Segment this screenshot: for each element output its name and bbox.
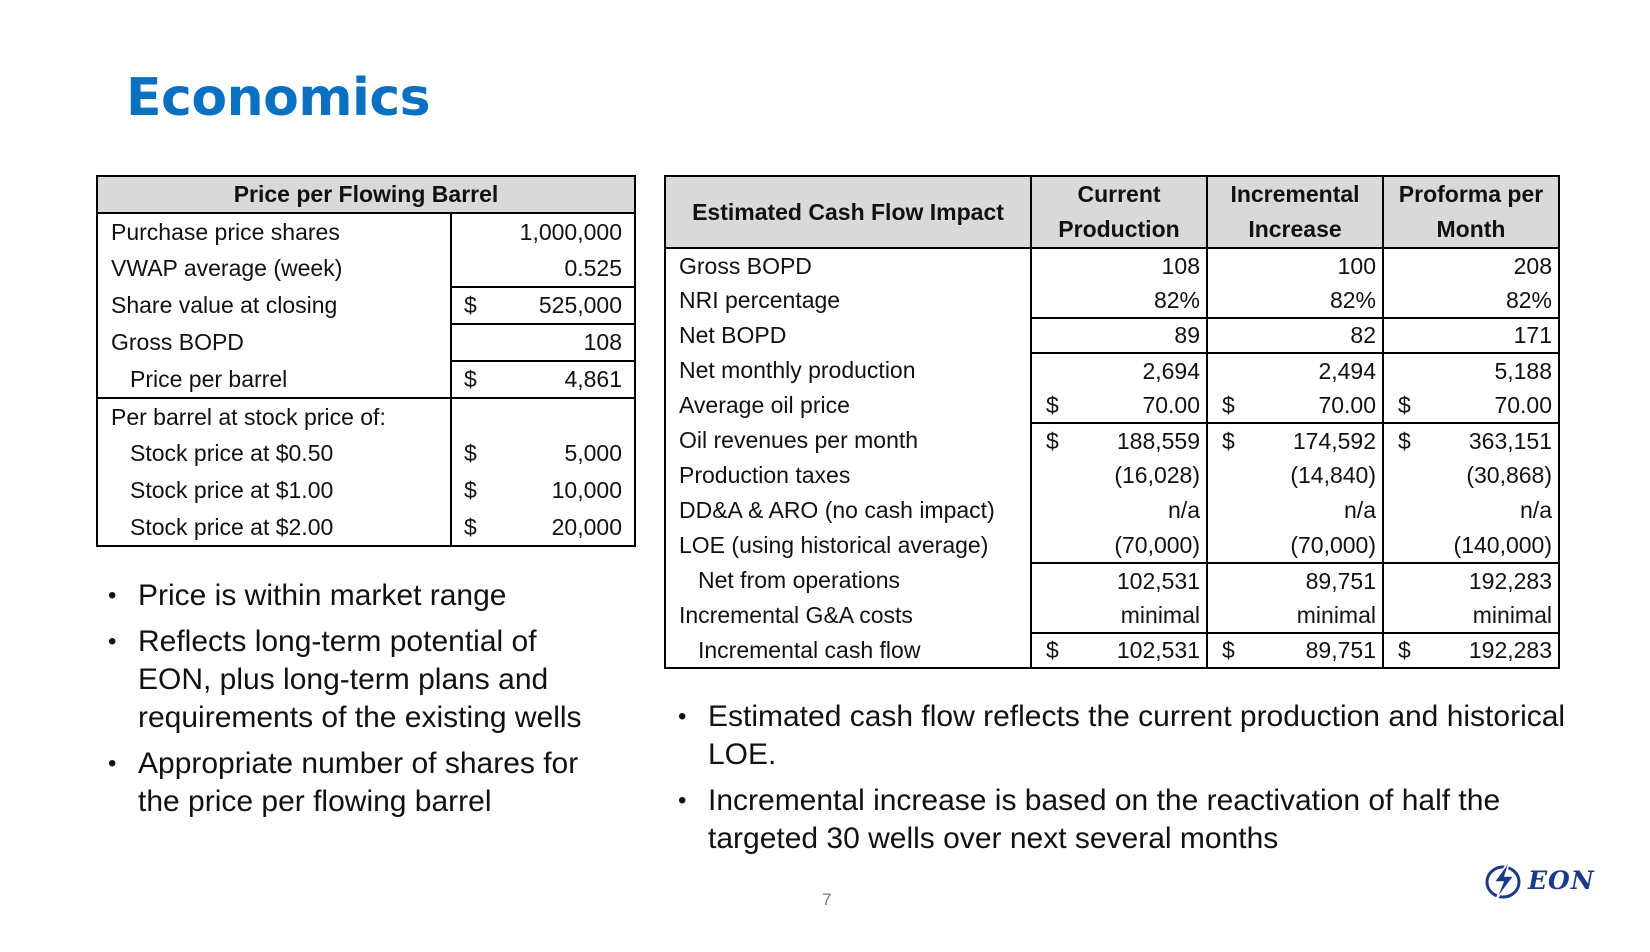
table-row bbox=[665, 458, 1559, 493]
logo-text: EON bbox=[1528, 865, 1595, 895]
table-row bbox=[665, 388, 1559, 423]
cell-value: 2,694 bbox=[1142, 357, 1200, 384]
bullet-list-left bbox=[104, 577, 594, 829]
cell-value: (16,028) bbox=[1114, 462, 1200, 488]
table-row bbox=[665, 528, 1559, 563]
table-row bbox=[97, 324, 635, 361]
cell-value: (140,000) bbox=[1453, 531, 1552, 558]
list-item: • Estimated cash flow reflects the current production and historical LOE. bbox=[678, 700, 1566, 771]
cell-value: 102,531 bbox=[1116, 567, 1200, 594]
table-row bbox=[665, 283, 1559, 318]
currency-sign: $ bbox=[464, 477, 477, 503]
row-label: Price per barrel bbox=[97, 361, 451, 398]
table-row bbox=[97, 472, 635, 509]
cash-flow-rows bbox=[665, 248, 1559, 668]
table-row bbox=[665, 563, 1559, 598]
currency-sign: $ bbox=[464, 440, 477, 466]
list-item: • Appropriate number of shares for the price per flowing barrel bbox=[108, 747, 579, 818]
row-value: 10,000 bbox=[551, 477, 622, 503]
row-label: Gross BOPD bbox=[665, 248, 1031, 283]
table-row bbox=[665, 353, 1559, 388]
cell-value: n/a bbox=[1168, 497, 1200, 523]
currency-sign bbox=[464, 331, 478, 354]
row-label: Average oil price bbox=[665, 388, 1031, 423]
bullet-icon: • bbox=[108, 750, 117, 777]
row-label: Purchase price shares bbox=[97, 213, 451, 250]
bullet-icon: • bbox=[678, 787, 687, 814]
table-header: Estimated Cash Flow Impact bbox=[665, 176, 1031, 248]
table-row bbox=[665, 423, 1559, 458]
row-label: Stock price at $2.00 bbox=[97, 509, 451, 546]
currency-sign: $ bbox=[1222, 637, 1235, 663]
list-item: • Price is within market range bbox=[104, 577, 594, 615]
row-value: 20,000 bbox=[551, 513, 622, 540]
row-label: Net monthly production bbox=[665, 353, 1031, 388]
currency-sign: $ bbox=[1398, 637, 1411, 663]
row-label: Gross BOPD bbox=[97, 324, 451, 361]
cell-value: minimal bbox=[1120, 601, 1200, 628]
currency-sign bbox=[464, 221, 478, 244]
column-header-incremental-increase: Incremental Increase bbox=[1207, 176, 1383, 248]
cell-value: 5,188 bbox=[1494, 357, 1552, 384]
currency-sign: $ bbox=[1046, 427, 1059, 454]
table-row bbox=[97, 509, 635, 546]
cell-value: 171 bbox=[1513, 322, 1552, 348]
cell-value: minimal bbox=[1296, 601, 1376, 628]
row-label: LOE (using historical average) bbox=[665, 528, 1031, 563]
cell-value: 70.00 bbox=[1494, 391, 1552, 418]
table-row bbox=[97, 213, 635, 250]
row-label: Incremental cash flow bbox=[665, 633, 1031, 668]
bullet-list-right bbox=[674, 698, 1574, 866]
table-row bbox=[665, 493, 1559, 528]
cell-value: 363,151 bbox=[1468, 427, 1552, 454]
table-row bbox=[97, 398, 635, 435]
row-label: VWAP average (week) bbox=[97, 250, 451, 287]
list-item: • Reflects long-term potential of EON, plus long-term plans and requirements of the existing wells bbox=[108, 625, 582, 734]
cell-value: 82 bbox=[1350, 322, 1376, 348]
currency-sign bbox=[464, 257, 478, 280]
cell-value: 208 bbox=[1513, 252, 1552, 279]
page-title: Economics bbox=[126, 68, 431, 128]
column-header-proforma-per-month: Proforma per Month bbox=[1383, 176, 1559, 248]
table-row bbox=[665, 598, 1559, 633]
row-label: Net from operations bbox=[665, 563, 1031, 598]
cell-value: (14,840) bbox=[1290, 462, 1376, 488]
cell-value: 89 bbox=[1174, 322, 1200, 348]
row-label: Stock price at $1.00 bbox=[97, 472, 451, 509]
lightning-bolt-icon bbox=[1484, 858, 1524, 902]
row-label: Stock price at $0.50 bbox=[97, 435, 451, 472]
cell-value: 70.00 bbox=[1142, 391, 1200, 418]
cell-value: n/a bbox=[1344, 497, 1376, 523]
eon-logo bbox=[1484, 858, 1595, 902]
cell-value: 174,592 bbox=[1292, 427, 1376, 454]
table-row bbox=[665, 633, 1559, 668]
cell-value: 108 bbox=[1161, 252, 1200, 279]
cell-value: 100 bbox=[1337, 252, 1376, 279]
row-label: Incremental G&A costs bbox=[665, 598, 1031, 633]
table-header: Price per Flowing Barrel bbox=[97, 176, 635, 213]
row-value: 0.525 bbox=[564, 254, 622, 281]
row-label: Net BOPD bbox=[665, 318, 1031, 353]
currency-sign: $ bbox=[1046, 637, 1059, 663]
cell-value: 192,283 bbox=[1468, 567, 1552, 594]
cell-value: 70.00 bbox=[1318, 391, 1376, 418]
estimated-cash-flow-table bbox=[664, 175, 1560, 669]
page-number: 7 bbox=[822, 890, 832, 909]
row-value: 525,000 bbox=[538, 292, 622, 318]
cell-value: minimal bbox=[1472, 601, 1552, 628]
list-item: • Incremental increase is based on the reactivation of half the targeted 30 wells over next several months bbox=[678, 784, 1501, 855]
cell-value: 82% bbox=[1329, 286, 1376, 313]
cell-value: 82% bbox=[1153, 286, 1200, 313]
bullet-icon: • bbox=[108, 582, 117, 609]
row-label: Per barrel at stock price of: bbox=[97, 398, 451, 435]
cell-value: n/a bbox=[1520, 497, 1552, 523]
cell-value: 82% bbox=[1505, 286, 1552, 313]
cell-value: 192,283 bbox=[1468, 637, 1552, 663]
table-row bbox=[97, 287, 635, 324]
cell-value: 102,531 bbox=[1116, 637, 1200, 663]
cell-value: (70,000) bbox=[1290, 531, 1376, 558]
row-label: NRI percentage bbox=[665, 283, 1031, 318]
price-per-flowing-barrel-table bbox=[96, 175, 636, 547]
cell-value: 188,559 bbox=[1116, 427, 1200, 454]
currency-sign: $ bbox=[1046, 391, 1059, 418]
cell-value: 89,751 bbox=[1305, 637, 1376, 663]
currency-sign: $ bbox=[1222, 427, 1235, 454]
row-value: 1,000,000 bbox=[519, 218, 622, 245]
row-label: Share value at closing bbox=[97, 287, 451, 324]
column-header-current-production: Current Production bbox=[1031, 176, 1207, 248]
row-value: 4,861 bbox=[564, 366, 622, 392]
row-label: DD&A & ARO (no cash impact) bbox=[665, 493, 1031, 528]
cell-value: 2,494 bbox=[1318, 357, 1376, 384]
currency-sign: $ bbox=[464, 292, 477, 318]
cell-value: 89,751 bbox=[1305, 567, 1376, 594]
bullet-icon: • bbox=[108, 628, 117, 655]
table-row bbox=[665, 318, 1559, 353]
currency-sign: $ bbox=[464, 513, 477, 540]
currency-sign: $ bbox=[1398, 427, 1411, 454]
currency-sign: $ bbox=[464, 366, 477, 392]
table-row bbox=[665, 248, 1559, 283]
row-value: 5,000 bbox=[564, 440, 622, 466]
table-row bbox=[97, 250, 635, 287]
row-value: 108 bbox=[583, 329, 622, 355]
currency-sign: $ bbox=[1398, 391, 1411, 418]
bullet-icon: • bbox=[678, 703, 687, 730]
cell-value: (30,868) bbox=[1466, 462, 1552, 488]
table-row bbox=[97, 361, 635, 398]
currency-sign: $ bbox=[1222, 391, 1235, 418]
table-row bbox=[97, 435, 635, 472]
row-label: Production taxes bbox=[665, 458, 1031, 493]
row-label: Oil revenues per month bbox=[665, 423, 1031, 458]
cell-value: (70,000) bbox=[1114, 531, 1200, 558]
